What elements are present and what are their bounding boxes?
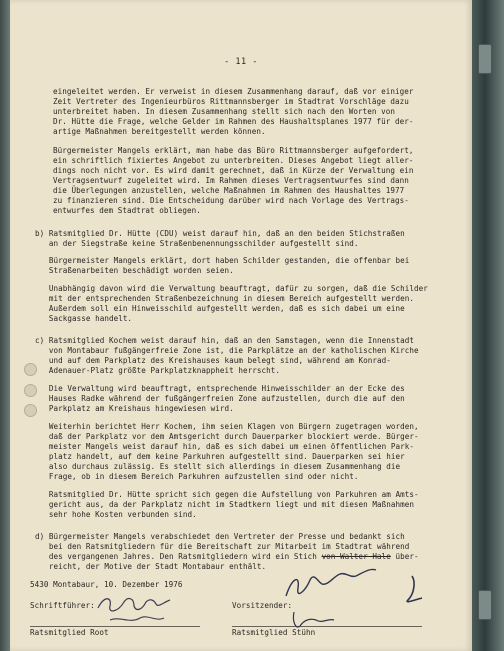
text-line: bei den Ratsmitgliedern für die Bereitschaft zur Mitarbeit im Stadtrat während: [35, 542, 410, 551]
struck-text: von Walter Hale: [321, 552, 391, 561]
text-line: reicht, der Motive der Stadt Montabaur enthält.: [35, 562, 267, 571]
text-line: Dr. Hütte die Frage, welche Gelder im Rahmen des Haushaltsplanes 1977 für der-: [53, 117, 414, 126]
page-number: - 11 -: [224, 57, 258, 67]
text-line: b) Ratsmitglied Dr. Hütte (CDU) weist darauf hin, daß an den beiden Stichstraßen: [35, 229, 405, 238]
text-line: Zeit Vertreter des Ingenieurbüros Rittmannsberger im Stadtrat Vorschläge dazu: [53, 97, 409, 106]
text-line: Vertragsentwurf zugeleitet wird. Im Rahmen dieses Vertragsentwurfes sind dann: [53, 176, 409, 185]
text-line: Hauses Radke während der fußgängerfreien Zone aufzustellen, durch die auf den: [35, 394, 405, 403]
text-line: d) Bürgermeister Mangels verabschiedet den Vertreter der Presse und bedankt sich: [35, 532, 405, 541]
text-line: Weiterhin berichtet Herr Kochem, ihm seien Klagen von Bürgern zugetragen worden,: [35, 422, 419, 431]
text-line: ein schriftlich fixiertes Angebot zu unterbreiten. Dieses Angebot liegt aller-: [53, 156, 414, 165]
text-segment: des vergangenen Jahres. Den Ratsmitgliedern wird ein Stich: [35, 552, 322, 561]
text-line: Adenauer-Platz größte Parkplatzknappheit herrscht.: [35, 366, 280, 375]
text-line: Straßenarbeiten beschädigt worden seien.: [35, 266, 234, 275]
text-segment: über-: [390, 552, 419, 561]
text-line: unterbreitet haben. In diesem Zusammenhang stellt sich nach den Worten von: [53, 107, 396, 116]
right-folder-edge: [472, 0, 504, 651]
text-line: platz handelt, auf dem keine Parkuhren aufgestellt sind. Dauerparken sei hier: [35, 452, 405, 461]
text-line: daß der Parkplatz vor dem Amtsgericht durch Dauerparker blockiert werde. Bürger-: [35, 432, 419, 441]
secretary-signature-drawing: [90, 588, 200, 628]
text-line: dings noch nicht vor. Es wird damit gerechnet, daß in Kürze der Verwaltung ein: [53, 166, 414, 175]
text-line: c) Ratsmitglied Kochem weist darauf hin, daß an den Samstagen, wenn die Innenstadt: [35, 336, 414, 345]
binder-clip: [478, 44, 492, 74]
text-line: entwurfes dem Stadtrat obliegen.: [53, 206, 201, 215]
text-line: [35, 552, 419, 562]
text-line: Sackgasse handelt.: [35, 314, 133, 323]
document-page: [10, 0, 472, 651]
text-line: und auf dem Parkplatz des Kreishauses kaum belegt sind, während am Konrad-: [35, 356, 391, 365]
text-line: Unabhängig davon wird die Verwaltung beauftragt, dafür zu sorgen, daß die Schilder: [35, 284, 428, 293]
text-line: gericht aus, da der Parkplatz nicht im Stadtkern liegt und mit diesen Maßnahmen: [35, 500, 414, 509]
secretary-name: Ratsmitglied Root: [30, 628, 109, 637]
secretary-label: Schriftführer:: [30, 601, 95, 610]
signature-line: [30, 626, 200, 627]
text-line: die Überlegungen anzustellen, welche Maßnahmen im Rahmen des Haushaltes 1977: [53, 186, 405, 195]
text-line: Bürgermeister Mangels erklärt, man habe das Büro Rittmannsberger aufgefordert,: [53, 146, 414, 155]
text-line: von Montabaur fußgängerfreie Zone ist, die Parkplätze an der katholischen Kirche: [35, 346, 419, 355]
text-line: also durchaus zulässig. Es stellt sich allerdings in diesem Zusammenhang die: [35, 462, 401, 471]
text-line: Parkplatz am Kreishaus hingewiesen wird.: [35, 404, 234, 413]
text-line: Außerdem soll ein Hinweisschild aufgestellt werden, daß es sich dabei um eine: [35, 304, 405, 313]
text-line: meister Mangels weist darauf hin, daß es sich dabei um einen öffentlichen Park-: [35, 442, 414, 451]
text-line: Bürgermeister Mangels erklärt, dort haben Schilder gestanden, die offenbar bei: [35, 256, 410, 265]
text-line: mit der entsprechenden Straßenbezeichnung in diesem Bereich aufgestellt werden.: [35, 294, 414, 303]
text-line: zu finanzieren sind. Die Entscheidung darüber wird nach Vorlage des Vertrags-: [53, 196, 409, 205]
chair-signature-drawing: [280, 560, 460, 635]
text-line: eingeleitet werden. Er verweist in diesem Zusammenhang darauf, daß vor einiger: [53, 87, 414, 96]
text-line: an der Siegstraße keine Straßenbenennungsschilder aufgestellt sind.: [35, 239, 359, 248]
text-line: Ratsmitglied Dr. Hütte spricht sich gegen die Aufstellung von Parkuhren am Amts-: [35, 490, 419, 499]
chair-label: Vorsitzender:: [232, 601, 293, 610]
signature-line: [232, 626, 422, 627]
chair-name: Ratsmitglied Stühn: [232, 628, 316, 637]
text-line: sehr hohe Kosten verbunden sind.: [35, 510, 197, 519]
date-line: 5430 Montabaur, 10. Dezember 1976: [30, 580, 183, 589]
text-line: Die Verwaltung wird beauftragt, entsprechende Hinweisschilder an der Ecke des: [35, 384, 405, 393]
text-line: artige Maßnahmen bereitgestellt werden können.: [53, 127, 266, 136]
binder-clip: [478, 590, 492, 620]
left-binder-edge: [0, 0, 10, 651]
text-line: Frage, ob in diesem Bereich Parkuhren aufzustellen sind oder nicht.: [35, 472, 359, 481]
